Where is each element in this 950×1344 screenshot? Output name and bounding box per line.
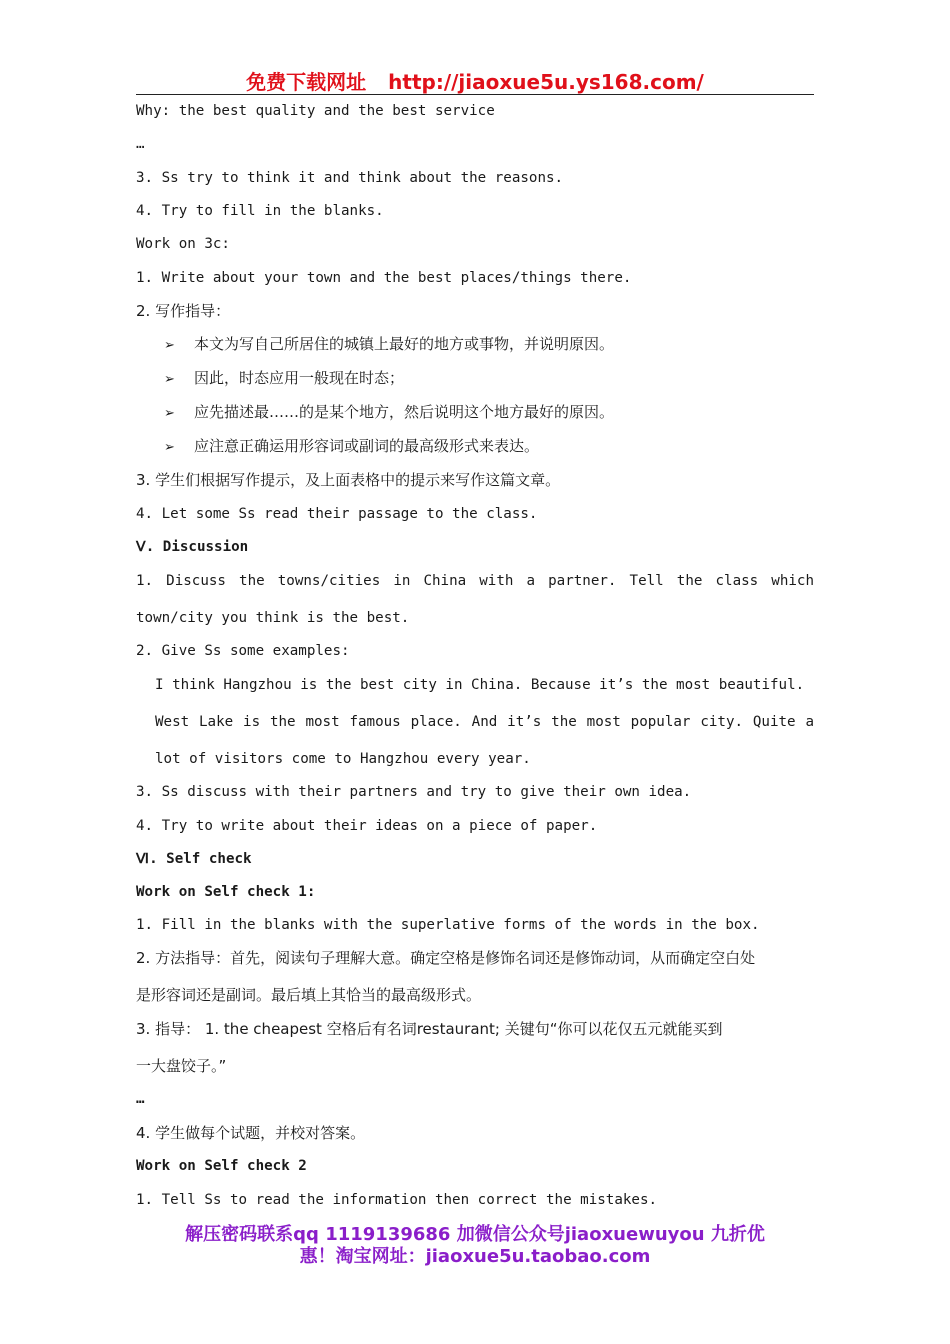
ellipsis-line: … [136,1091,145,1107]
header-url-link[interactable]: http://jiaoxue5u.ys168.com/ [388,70,704,94]
bullet-item [164,369,404,389]
section-subheading: Work on Self check 2 [136,1158,307,1174]
header-divider [136,94,814,95]
section-heading-discussion: Ⅴ. Discussion [136,539,249,555]
body-line: 1. Fill in the blanks with the superlative forms of the words in the box. [136,917,760,933]
body-line: 4. 学生做每个试题，并校对答案。 [136,1124,366,1142]
section-subheading: Work on 3c: [136,236,230,252]
ellipsis-line: … [136,136,145,152]
arrow-bullet-icon: ➢ [164,338,175,353]
example-line: West Lake is the most famous place. And it’s the most popular city. Quite a [155,714,814,730]
arrow-bullet-icon: ➢ [164,372,175,387]
arrow-bullet-icon: ➢ [164,440,175,455]
body-line: 3. Ss try to think it and think about the reasons. [136,170,564,186]
bullet-text: 本文为写自己所居住的城镇上最好的地方或事物，并说明原因。 [194,335,615,353]
body-line: 一大盘饺子。” [136,1057,227,1075]
bullet-item [164,335,614,355]
header-title: 免费下载网址 [246,70,367,94]
example-line: lot of visitors come to Hangzhou every year. [155,751,531,767]
body-line: 4. Try to fill in the blanks. [136,203,384,219]
body-line: 2. 方法指导：首先，阅读句子理解大意。确定空格是修饰名词还是修饰动词，从而确定空白处 [136,949,756,967]
body-line: Why: the best quality and the best service [136,103,495,119]
body-line: 4. Let some Ss read their passage to the class. [136,506,538,522]
body-line: town/city you think is the best. [136,610,410,626]
body-line: 1. Tell Ss to read the information then correct the mistakes. [136,1192,658,1208]
bullet-item [164,403,614,423]
footer-link[interactable]: 惠！淘宝网址：jiaoxue5u.taobao.com [299,1246,651,1267]
arrow-bullet-icon: ➢ [164,406,175,421]
body-line: 2. Give Ss some examples: [136,643,350,659]
footer-line: 解压密码联系qq 1119139686 加微信公众号jiaoxuewuyou 九折优 [185,1224,765,1245]
body-line: 2. 写作指导： [136,302,231,320]
body-line: 3. 学生们根据写作提示，及上面表格中的提示来写作这篇文章。 [136,471,561,489]
body-line: 4. Try to write about their ideas on a piece of paper. [136,818,598,834]
section-heading-self-check: Ⅵ. Self check [136,851,252,867]
bullet-text: 因此，时态应用一般现在时态； [194,369,405,387]
body-line: 1. Discuss the towns/cities in China with a partner. Tell the class which [136,573,814,589]
body-line: 1. Write about your town and the best places/things there. [136,270,632,286]
body-line: 是形容词还是副词。最后填上其恰当的最高级形式。 [136,986,482,1004]
bullet-item [164,437,539,457]
page-header [136,66,814,95]
section-subheading: Work on Self check 1: [136,884,316,900]
body-line: 3. 指导： 1. the cheapest 空格后有名词restaurant; 关键句“你可以花仅五元就能买到 [136,1020,723,1038]
example-line: I think Hangzhou is the best city in China. Because it’s the most beautiful. [155,677,805,693]
bullet-text: 应先描述最……的是某个地方，然后说明这个地方最好的原因。 [194,403,615,421]
bullet-text: 应注意正确运用形容词或副词的最高级形式来表达。 [194,437,540,455]
body-line: 3. Ss discuss with their partners and try to give their own idea. [136,784,692,800]
